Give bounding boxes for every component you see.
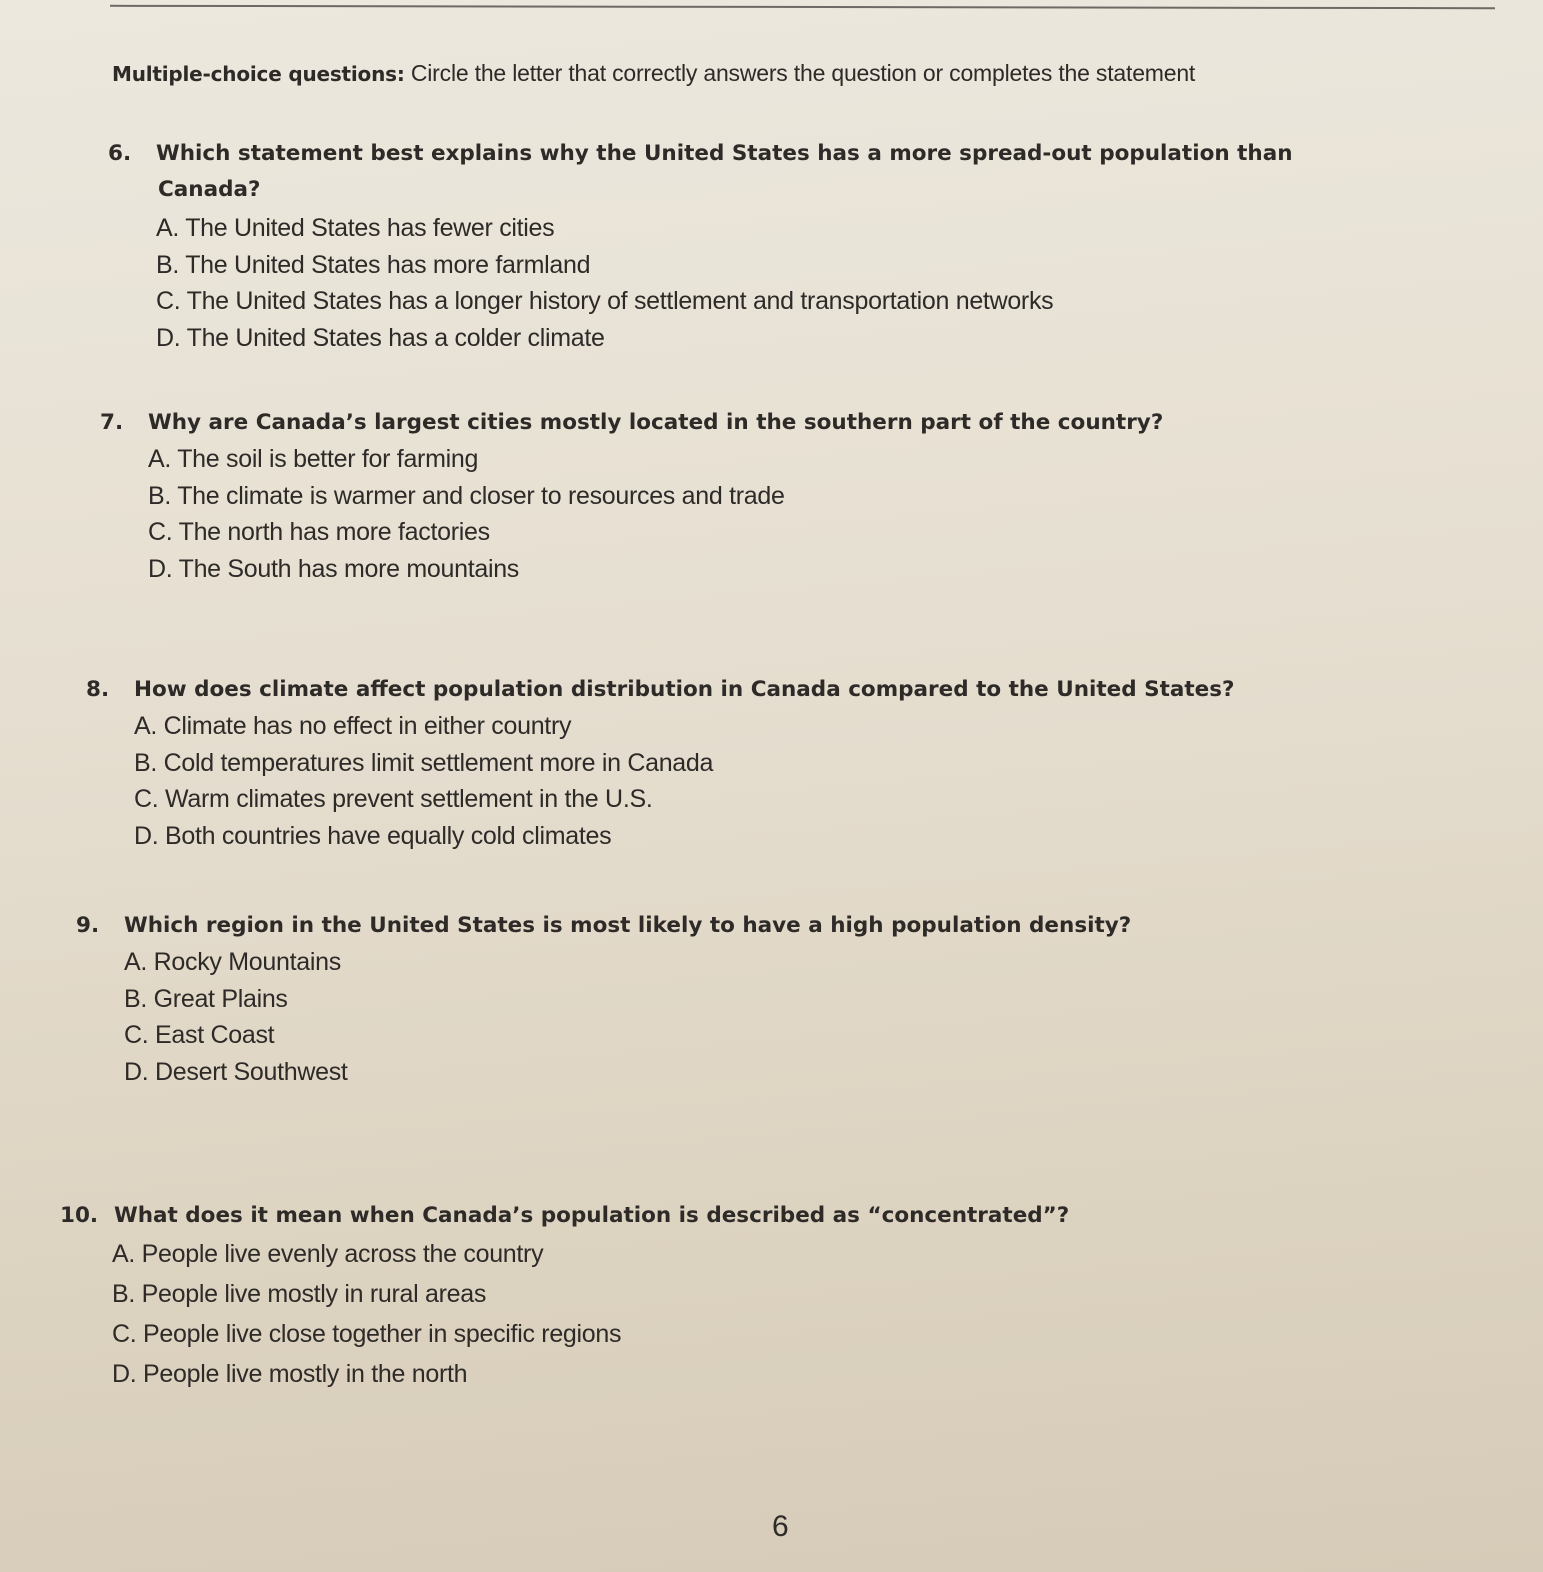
question-number: 9. (76, 913, 100, 938)
option-d[interactable]: D. The South has more mountains (148, 554, 519, 583)
instructions (112, 60, 1195, 87)
question-text: Why are Canada’s largest cities mostly located in the southern part of the country? (148, 410, 1164, 435)
option-d[interactable]: D. People live mostly in the north (112, 1360, 468, 1388)
option-d[interactable]: D. Desert Southwest (124, 1057, 348, 1086)
option-b[interactable]: B. The United States has more farmland (156, 250, 591, 279)
question-number: 10. (60, 1203, 99, 1228)
question-7 (100, 405, 1163, 587)
question-9 (76, 908, 1131, 1090)
option-c[interactable]: C. The north has more factories (148, 518, 490, 546)
option-c[interactable]: C. People live close together in specific regions (112, 1320, 622, 1348)
question-text: Which statement best explains why the United States has a more spread-out population than (156, 141, 1293, 166)
question-text-cont: Canada? (158, 177, 261, 202)
instructions-label: Multiple-choice questions: (112, 62, 405, 86)
option-c[interactable]: C. East Coast (124, 1021, 275, 1049)
instructions-text: Circle the letter that correctly answers the question or completes the statement (410, 60, 1196, 86)
question-number: 7. (100, 410, 124, 435)
option-d[interactable]: D. The United States has a colder climate (156, 323, 605, 352)
option-a[interactable]: A. The soil is better for farming (148, 445, 479, 473)
option-a[interactable]: A. The United States has fewer cities (156, 214, 555, 242)
option-c[interactable]: C. The United States has a longer history of settlement and transportation networks (156, 287, 1054, 315)
question-text: How does climate affect population distribution in Canada compared to the United States? (134, 677, 1235, 702)
option-b[interactable]: B. The climate is warmer and closer to resources and trade (148, 481, 785, 510)
option-a[interactable]: A. Rocky Mountains (124, 948, 341, 976)
option-a[interactable]: A. People live evenly across the country (112, 1240, 544, 1268)
option-d[interactable]: D. Both countries have equally cold climates (134, 821, 612, 850)
option-b[interactable]: B. People live mostly in rural areas (112, 1280, 487, 1308)
question-10 (60, 1198, 1069, 1394)
question-number: 8. (86, 677, 110, 702)
question-number: 6. (108, 141, 132, 166)
option-a[interactable]: A. Climate has no effect in either country (134, 712, 572, 740)
option-c[interactable]: C. Warm climates prevent settlement in the U.S. (134, 785, 653, 813)
question-text: What does it mean when Canada’s population is described as “concentrated”? (114, 1203, 1070, 1228)
option-b[interactable]: B. Great Plains (124, 984, 288, 1013)
page-number: 6 (772, 1510, 789, 1543)
question-text: Which region in the United States is most likely to have a high population density? (124, 913, 1132, 938)
question-6 (108, 136, 1293, 356)
top-rule (110, 5, 1495, 9)
question-8 (86, 672, 1235, 854)
option-b[interactable]: B. Cold temperatures limit settlement more in Canada (134, 748, 714, 777)
